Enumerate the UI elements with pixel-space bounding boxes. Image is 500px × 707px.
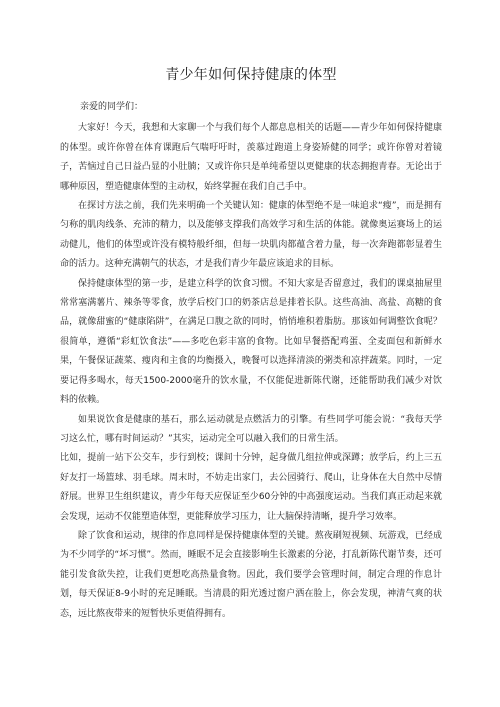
paragraph-sleep: 除了饮食和运动，规律的作息同样是保持健康体型的关键。熬夜刷短视频、玩游戏，已经成为不少同学的“坏习惯”。然而，睡眠不足会直接影响生长激素的分泌，打乱新陈代谢节奏，还可能引发食欲失控，让我们更想吃高热量食物。因此，我们要学会管理时间，制定合理的作息计划，每天保证8-9小时的充足睡眠。当清晨的阳光透过窗户洒在脸上，你会发现，神清气爽的状态，远比熬夜带来的短暂快乐更值得拥有。: [60, 530, 442, 619]
paragraph-exercise: 如果说饮食是健康的基石，那么运动就是点燃活力的引擎。有些同学可能会说：“我每天学习这么忙，哪有时间运动？”其实，运动完全可以融入我们的日常生活。: [60, 414, 442, 444]
document-title: 青少年如何保持健康的体型: [165, 67, 337, 83]
paragraph-diet: 保持健康体型的第一步，是建立科学的饮食习惯。不知大家是否留意过，我们的课桌抽屉里常常塞满薯片、辣条等零食，放学后校门口的奶茶店总是排着长队。这些高油、高盐、高糖的食品，就像甜蜜的“健康陷阱”，在满足口腹之欲的同时，悄悄堆积着脂肪。那该如何调整饮食呢？很简单，遵循“彩虹饮食法”——多吃色彩丰富的食物。比如早餐搭配鸡蛋、全麦面包和新鲜水果，午餐保证蔬菜、瘦肉和主食的均衡摄入，晚餐可以选择清淡的粥类和凉拌蔬菜。同时，一定要记得多喝水，每天1500-2000毫升的饮水量，不仅能促进新陈代谢，还能帮助我们减少对饮料的依赖。: [60, 278, 442, 406]
greeting: 亲爱的同学们：: [80, 102, 144, 112]
paragraph-intro: 大家好！今天，我想和大家聊一个与我们每个人都息息相关的话题——青少年如何保持健康的体型。或许你曾在体育课跑后气喘吁吁时，羡慕过跑道上身姿矫健的同学；或许你曾对着镜子，苦恼过自己日益凸显的小肚腩；又或许你只是单纯希望以更健康的状态拥抱青春。无论出于哪种原因，塑造健康体型的主动权，始终掌握在我们自己手中。: [60, 123, 442, 192]
paragraph-exercise-continued: 比如，提前一站下公交车，步行到校；课间十分钟，起身做几组拉伸或深蹲；放学后，约上三五好友打一场篮球、羽毛球。周末时，不妨走出家门，去公园骑行、爬山，让身体在大自然中尽情舒展。世界卫生组织建议，青少年每天应保证至少60分钟的中高强度运动。当我们真正动起来就会发现，运动不仅能塑造体型，更能释放学习压力，让大脑保持清晰，提升学习效率。: [60, 453, 442, 522]
paragraph-healthy-shape: 在探讨方法之前，我们先来明确一个关键认知：健康的体型绝不是一味追求“瘦”，而是拥有匀称的肌肉线条、充沛的精力，以及能够支撑我们高效学习和生活的体能。就像奥运赛场上的运动健儿，他们的体型或许没有模特般纤细，但每一块肌肉都蕴含着力量，每一次奔跑都彰显着生命的活力。这种充满朝气的状态，才是我们青少年最应该追求的目标。: [60, 201, 442, 270]
